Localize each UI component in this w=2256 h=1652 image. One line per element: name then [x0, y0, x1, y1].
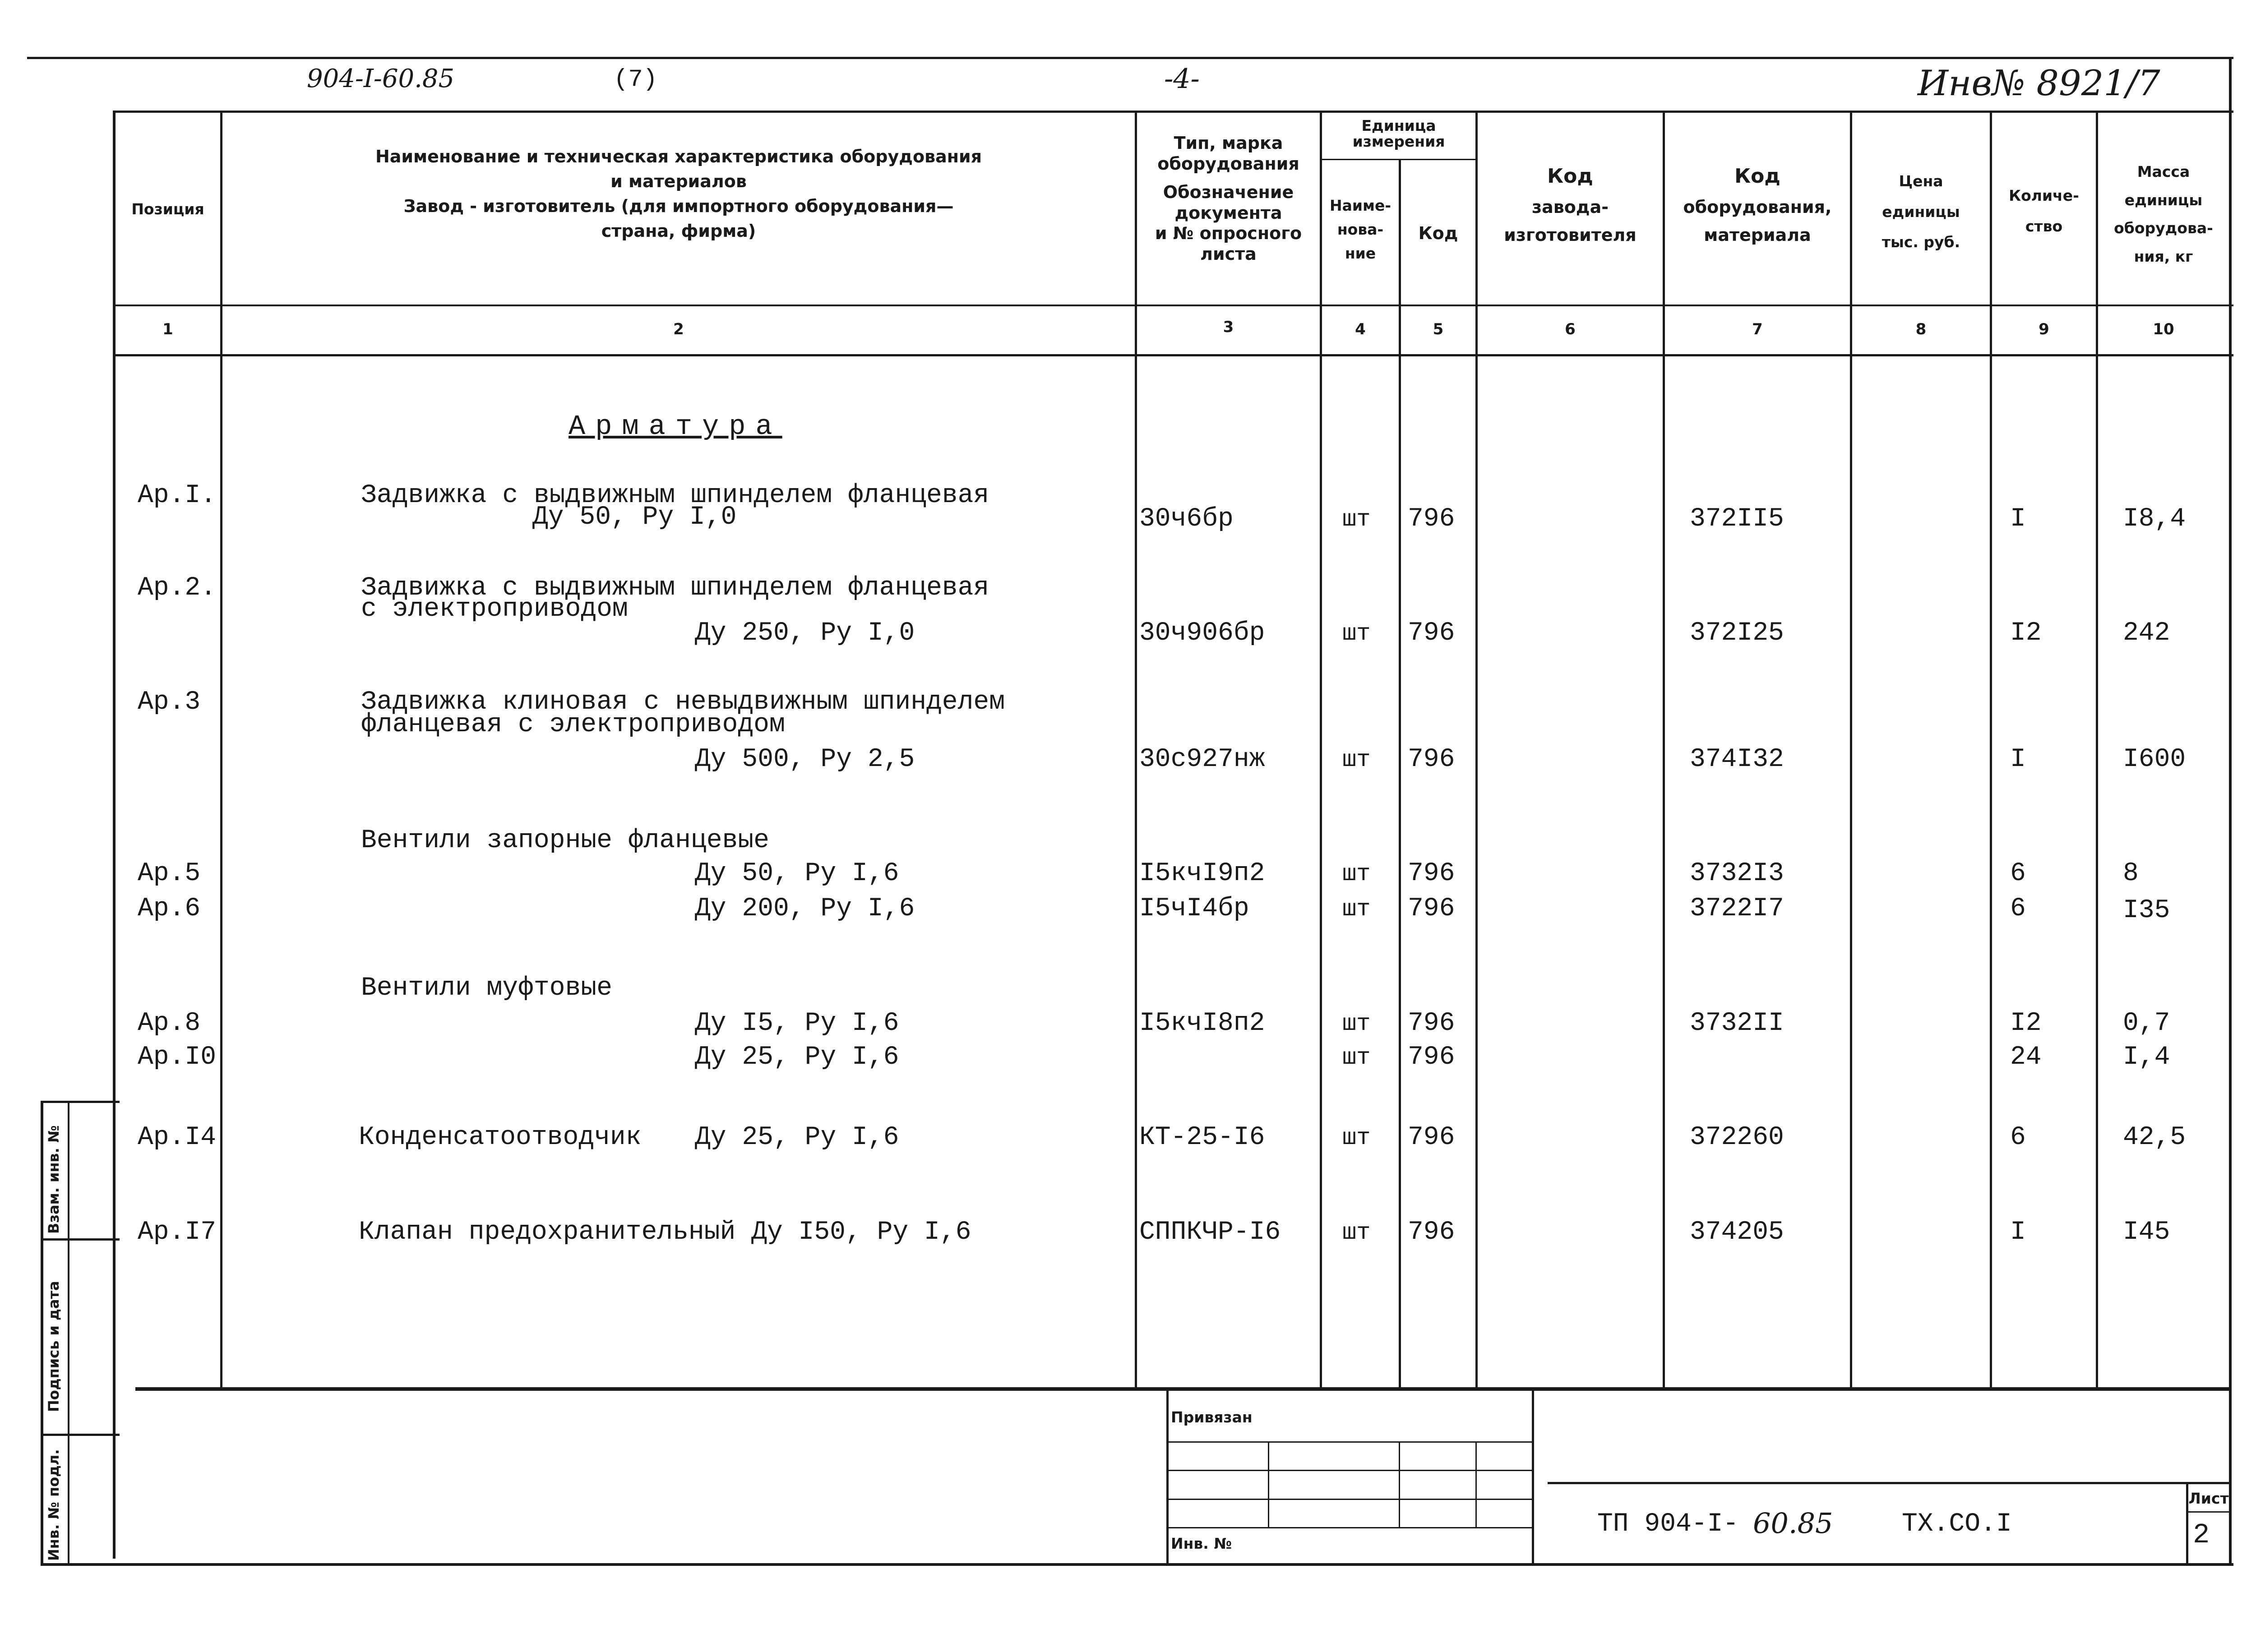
table-bottom-line: [135, 1387, 2229, 1391]
row-spec: Ду 25, Ру I,6: [695, 1123, 899, 1152]
row-name: Задвижка с выдвижным шпинделем фланцевая: [361, 573, 989, 603]
table-top-line: [113, 111, 2233, 113]
sheet-number: 2: [2193, 1519, 2210, 1551]
stamp-col-line-1: [1268, 1443, 1269, 1527]
row-name-cont: фланцевая с электроприводом: [361, 710, 785, 739]
row-position: Ар.3: [138, 688, 201, 717]
col-divider-4: [1399, 159, 1401, 1387]
sidebar-vzam-label: Взам. инв. №: [45, 1125, 62, 1234]
row-unit: шт: [1342, 1011, 1371, 1037]
row-type: I5кчI8п2: [1139, 1009, 1265, 1038]
col-number-8: 8: [1915, 320, 1927, 338]
sheet-cell-divider: [2186, 1511, 2229, 1513]
row-mass: I,4: [2123, 1043, 2170, 1072]
row-position: Ар.5: [138, 859, 201, 888]
title-top-line: [1548, 1482, 2229, 1484]
row-position: Ар.2.: [138, 573, 217, 603]
row-spec: Ду 25, Ру I,6: [695, 1043, 899, 1072]
stamp-right-line: [1532, 1387, 1534, 1563]
row-spec: Ду 250, Ру I,0: [695, 618, 915, 648]
row-equipment-code: 372I25: [1690, 618, 1784, 648]
row-spec: Ду 200, Ру I,6: [695, 894, 915, 923]
stamp-left-line: [1166, 1387, 1169, 1563]
col-divider-8: [1990, 111, 1992, 1387]
row-type: I5кчI9п2: [1139, 859, 1265, 888]
col-divider-1: [220, 111, 222, 1387]
row-unit: шт: [1342, 620, 1371, 647]
row-unit: шт: [1342, 1125, 1371, 1151]
col-divider-2: [1135, 111, 1137, 1387]
title-doc-code: ТП 904-I-: [1597, 1509, 1739, 1539]
row-mass: 8: [2123, 859, 2139, 888]
row-equipment-code: 3732I3: [1690, 859, 1784, 888]
row-unit-code: 796: [1408, 859, 1455, 888]
row-type: СППКЧР-I6: [1139, 1218, 1281, 1247]
col-name-header: Наименование и техническая характеристика оборудования и материалов Завод - изготовитель (для импортного оборудования— страна, фирма): [375, 147, 982, 241]
row-unit-code: 796: [1408, 1043, 1455, 1072]
group-heading: Вентили муфтовые: [361, 974, 612, 1003]
row-equipment-code: 3722I7: [1690, 894, 1784, 923]
row-unit-code: 796: [1408, 745, 1455, 774]
row-spec: Ду I5, Ру I,6: [695, 1009, 899, 1038]
col-number-6: 6: [1565, 320, 1576, 338]
row-mass: I600: [2123, 745, 2186, 774]
row-spec: Ду 500, Ру 2,5: [695, 745, 915, 774]
unit-group-line: [1320, 159, 1475, 160]
row-spec: Ду 50, Ру I,0: [532, 503, 737, 532]
col-number-7: 7: [1752, 320, 1763, 338]
row-unit: шт: [1342, 861, 1371, 887]
unit-group-header: Единица измерения: [1352, 117, 1445, 150]
inv-no-label: Инв. №: [1171, 1535, 1232, 1552]
col-number-2: 2: [673, 320, 684, 338]
row-name: Задвижка клиновая с невыдвижным шпинделем: [361, 688, 1005, 717]
sidebar-divider-2: [41, 1434, 120, 1436]
title-doc-code-hand: 60.85: [1753, 1507, 1833, 1540]
sidebar-divider-1: [41, 1238, 120, 1241]
col-divider-3: [1320, 111, 1322, 1387]
row-quantity: 6: [2010, 894, 2026, 923]
col-number-3: 3: [1223, 318, 1234, 336]
row-unit-code: 796: [1408, 894, 1455, 923]
col-position-header: Позиция: [131, 200, 204, 218]
row-quantity: I: [2010, 1218, 2026, 1247]
row-position: Ар.I7: [138, 1218, 217, 1247]
row-equipment-code: 372II5: [1690, 504, 1784, 534]
col-quantity-header: Количе- ство: [2009, 187, 2079, 235]
top-border: [27, 57, 2233, 59]
row-mass: I45: [2123, 1218, 2170, 1247]
row-spec: Ду 50, Ру I,6: [695, 859, 899, 888]
row-position: Ар.I4: [138, 1123, 217, 1152]
row-equipment-code: 3732II: [1690, 1009, 1784, 1038]
col-number-10: 10: [2153, 320, 2174, 338]
row-quantity: I: [2010, 745, 2026, 774]
row-unit: шт: [1342, 747, 1371, 773]
stamp-col-line-3: [1475, 1443, 1477, 1527]
row-mass: 242: [2123, 618, 2170, 648]
col-mass-header: Масса единицы оборудова- ния, кг: [2114, 163, 2213, 266]
sidebar-signature-label: Подпись и дата: [45, 1281, 62, 1412]
row-quantity: I2: [2010, 1009, 2042, 1038]
col-divider-5: [1475, 111, 1478, 1387]
page-number: -4-: [1164, 63, 1200, 95]
row-mass: 0,7: [2123, 1009, 2170, 1038]
row-unit-code: 796: [1408, 1009, 1455, 1038]
row-position: Ар.I.: [138, 481, 217, 510]
row-unit: шт: [1342, 1219, 1371, 1246]
row-unit: шт: [1342, 506, 1371, 533]
row-type: 30ч6бр: [1139, 504, 1234, 534]
numbers-bottom-line: [113, 354, 2233, 356]
row-quantity: I2: [2010, 618, 2042, 648]
row-name: Клапан предохранительный Ду I50, Ру I,6: [359, 1218, 971, 1247]
row-equipment-code: 374205: [1690, 1218, 1784, 1247]
row-unit: шт: [1342, 896, 1371, 923]
row-quantity: 6: [2010, 859, 2026, 888]
doc-code-header: 904-I-60.85: [307, 64, 455, 93]
stamp-col-line-2: [1399, 1443, 1400, 1527]
group-heading: Вентили запорные фланцевые: [361, 826, 769, 855]
col-number-4: 4: [1355, 320, 1366, 338]
row-quantity: 6: [2010, 1123, 2026, 1152]
col-divider-9: [2096, 111, 2098, 1387]
row-type: I5чI4бр: [1139, 894, 1249, 923]
sheet-label: Лист: [2188, 1490, 2229, 1507]
col-type-header: Тип, марка оборудования Обозначение документа и № опросного листа: [1155, 133, 1302, 264]
row-unit-code: 796: [1408, 504, 1455, 534]
col-factory-code-header: Код завода- изготовителя: [1504, 165, 1637, 245]
row-unit-code: 796: [1408, 1123, 1455, 1152]
col-number-5: 5: [1433, 320, 1444, 338]
col-unit-name-header: Наиме- нова- ние: [1329, 197, 1392, 262]
row-name: Конденсатоотводчик: [359, 1123, 642, 1152]
sidebar-left-line: [41, 1101, 43, 1565]
row-type: 30ч906бр: [1139, 618, 1265, 648]
row-name: Задвижка с выдвижным шпинделем фланцевая: [361, 481, 989, 510]
row-quantity: I: [2010, 504, 2026, 534]
copy-number: (7): [614, 66, 658, 93]
row-position: Ар.I0: [138, 1043, 217, 1072]
col-divider-7: [1850, 111, 1852, 1387]
sidebar-mid-line: [68, 1101, 69, 1565]
col-divider-6: [1663, 111, 1665, 1387]
col-price-header: Цена единицы тыс. руб.: [1882, 172, 1960, 251]
col-number-1: 1: [162, 320, 173, 338]
col-unit-code-header: Код: [1418, 223, 1458, 243]
sidebar-inv-podl-label: Инв. № подл.: [45, 1449, 62, 1561]
row-position: Ар.8: [138, 1009, 201, 1038]
row-unit: шт: [1342, 1044, 1371, 1071]
frame-right-line: [2229, 59, 2232, 1565]
row-type: КТ-25-I6: [1139, 1123, 1265, 1152]
row-equipment-code: 374I32: [1690, 745, 1784, 774]
row-name-cont: с электроприводом: [361, 595, 628, 624]
row-mass: I35: [2123, 896, 2170, 925]
row-quantity: 24: [2010, 1043, 2042, 1072]
row-unit-code: 796: [1408, 1218, 1455, 1247]
col-number-9: 9: [2039, 320, 2049, 338]
row-mass: 42,5: [2123, 1123, 2186, 1152]
stamp-row-line-4: [1169, 1527, 1532, 1528]
row-unit-code: 796: [1408, 618, 1455, 648]
row-equipment-code: 372260: [1690, 1123, 1784, 1152]
privyazan-label: Привязан: [1171, 1408, 1253, 1426]
row-type: 30с927нж: [1139, 745, 1265, 774]
section-title: Арматура: [569, 411, 782, 443]
inventory-number: Инв№ 8921/7: [1918, 63, 2160, 104]
stamp-row-line-2: [1169, 1470, 1532, 1471]
title-sheet-code: ТХ.СО.I: [1902, 1509, 2012, 1539]
row-position: Ар.6: [138, 894, 201, 923]
sidebar-top-line: [41, 1101, 120, 1103]
stamp-row-line-1: [1169, 1441, 1532, 1443]
stamp-row-line-3: [1169, 1499, 1532, 1500]
header-bottom-line: [113, 305, 2233, 306]
row-mass: I8,4: [2123, 504, 2186, 534]
col-equipment-code-header: Код оборудования, материала: [1683, 165, 1832, 245]
bottom-border: [41, 1563, 2233, 1566]
